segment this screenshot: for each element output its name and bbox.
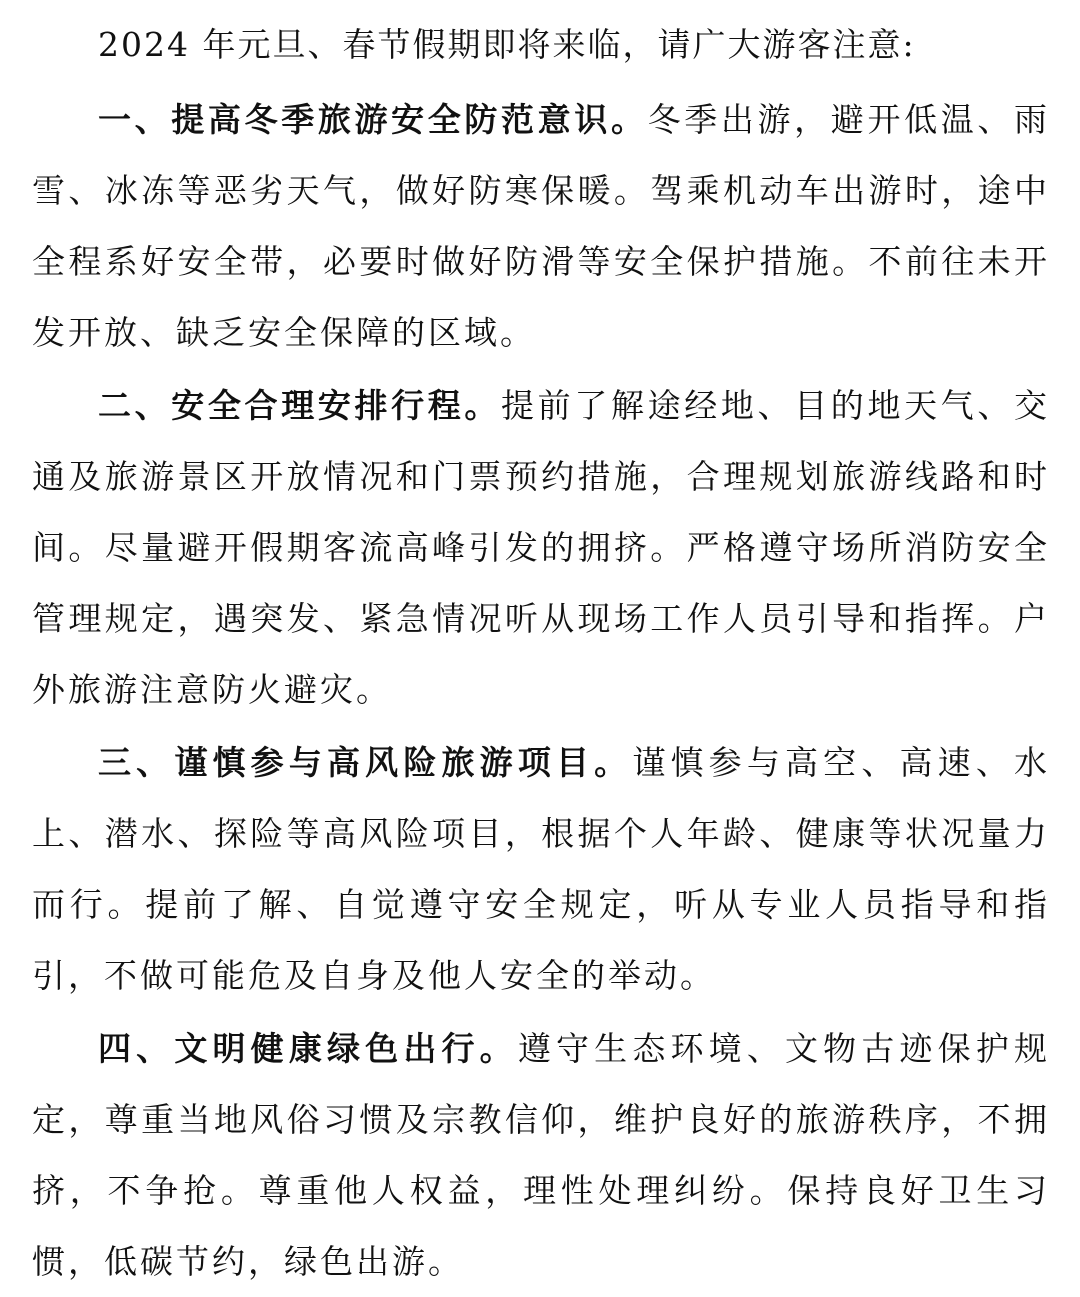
section-heading-2: 二、安全合理安排行程。: [98, 386, 502, 425]
intro-paragraph: 2024 年元旦、春节假期即将来临，请广大游客注意:: [98, 25, 916, 64]
section-body-1: 冬季出游，避开低温、雨雪、冰冻等恶劣天气，做好防寒保暖。驾乘机动车出游时，途中全程系好安全带，必要时做好防滑等安全保护措施。不前往未开发开放、缺乏安全保障的区域。: [32, 100, 1051, 352]
section-paragraph-2: [32, 370, 1050, 725]
section-body-2: 提前了解途经地、目的地天气、交通及旅游景区开放情况和门票预约措施，合理规划旅游线路和时间。尽量避开假期客流高峰引发的拥挤。严格遵守场所消防安全管理规定，遇突发、紧急情况听从现场工作人员引导和指挥。户外旅游注意防火避灾。: [32, 386, 1051, 709]
section-body-3: 谨慎参与高空、高速、水上、潜水、探险等高风险项目，根据个人年龄、健康等状况量力而行。提前了解、自觉遵守安全规定，听从专业人员指导和指引，不做可能危及自身及他人安全的举动。: [32, 743, 1051, 995]
section-paragraph-4: [32, 1013, 1050, 1297]
section-heading-3: 三、谨慎参与高风险旅游项目。: [98, 743, 633, 782]
section-heading-4: 四、文明健康绿色出行。: [98, 1029, 518, 1068]
section-body-4: 遵守生态环境、文物古迹保护规定，尊重当地风俗习惯及宗教信仰，维护良好的旅游秩序，不拥挤，不争抢。尊重他人权益，理性处理纠纷。保持良好卫生习惯，低碳节约，绿色出游。: [32, 1029, 1051, 1281]
section-paragraph-3: [32, 727, 1050, 1011]
section-paragraph-1: [32, 84, 1050, 368]
section-heading-1: 一、提高冬季旅游安全防范意识。: [98, 100, 648, 139]
